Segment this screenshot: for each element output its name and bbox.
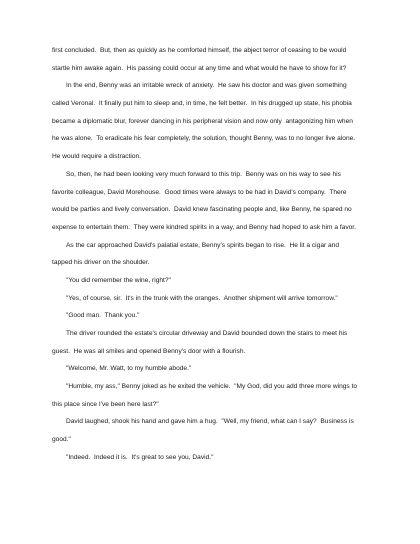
text-line: he was alone. To eradicate his fear completely, the solution, thought Benny, was to no longer live alone. <box>52 135 356 143</box>
text-line: tapped his driver on the shoulder. <box>52 259 150 267</box>
text-line: "Good man. Thank you." <box>66 312 140 320</box>
text-line: expense to entertain them. They were kindred spirits in a way, and Benny had hoped to ask him a favor. <box>52 223 356 231</box>
text-line: would be parties and lively conversation. David knew fascinating people and, like Benny, he spared no <box>52 206 352 214</box>
text-line: favorite colleague, David Morehouse. Good times were always to be had in David's company. There <box>52 188 347 196</box>
text-line: So, then, he had been looking very much forward to this trip. Benny was on his way to see his <box>66 170 341 178</box>
text-line: In the end, Benny was an irritable wreck of anxiety. He saw his doctor and was given something <box>66 82 347 90</box>
text-line: "Yes, of course, sir. It's in the trunk with the oranges. Another shipment will arrive tomorrow." <box>66 294 338 302</box>
text-line: "Welcome, Mr. Watt, to my humble abode." <box>66 365 192 373</box>
text-line: became a diplomatic blur, forever dancing in his peripheral vision and now only antagonizing him when <box>52 117 353 125</box>
text-line: startle him awake again. His passing could occur at any time and what would he have to show for it? <box>52 64 347 72</box>
text-line: good." <box>52 436 71 444</box>
text-line: He would require a distraction. <box>52 153 142 161</box>
text-line: called Veronal. It finally put him to sleep and, in time, he felt better. In his drugged up state, his phobia <box>52 100 352 108</box>
document-text-body <box>52 42 374 467</box>
text-line: The driver rounded the estate's circular driveway and David bounded down the stairs to meet his <box>66 330 348 337</box>
text-line: this place since I've been here last?" <box>52 400 159 408</box>
text-line: David laughed, shook his hand and gave him a hug. "Well, my friend, what can I say? Business is <box>66 418 354 426</box>
text-line: first concluded. But, then as quickly as he comforted himself, the abject terror of ceasing to be would <box>52 47 347 54</box>
text-line: "Indeed. Indeed it is. It's great to see you, David." <box>66 453 214 461</box>
text-line: "You did remember the wine, right?" <box>66 276 171 284</box>
text-line: guest. He was all smiles and opened Benny's door with a flourish. <box>52 347 246 355</box>
text-line: As the car approached David's palatial estate, Benny's spirits began to rise. He lit a cigar and <box>66 241 340 249</box>
text-line: "Humble, my ass," Benny joked as he exited the vehicle. "My God, did you add three more wings to <box>66 383 358 391</box>
